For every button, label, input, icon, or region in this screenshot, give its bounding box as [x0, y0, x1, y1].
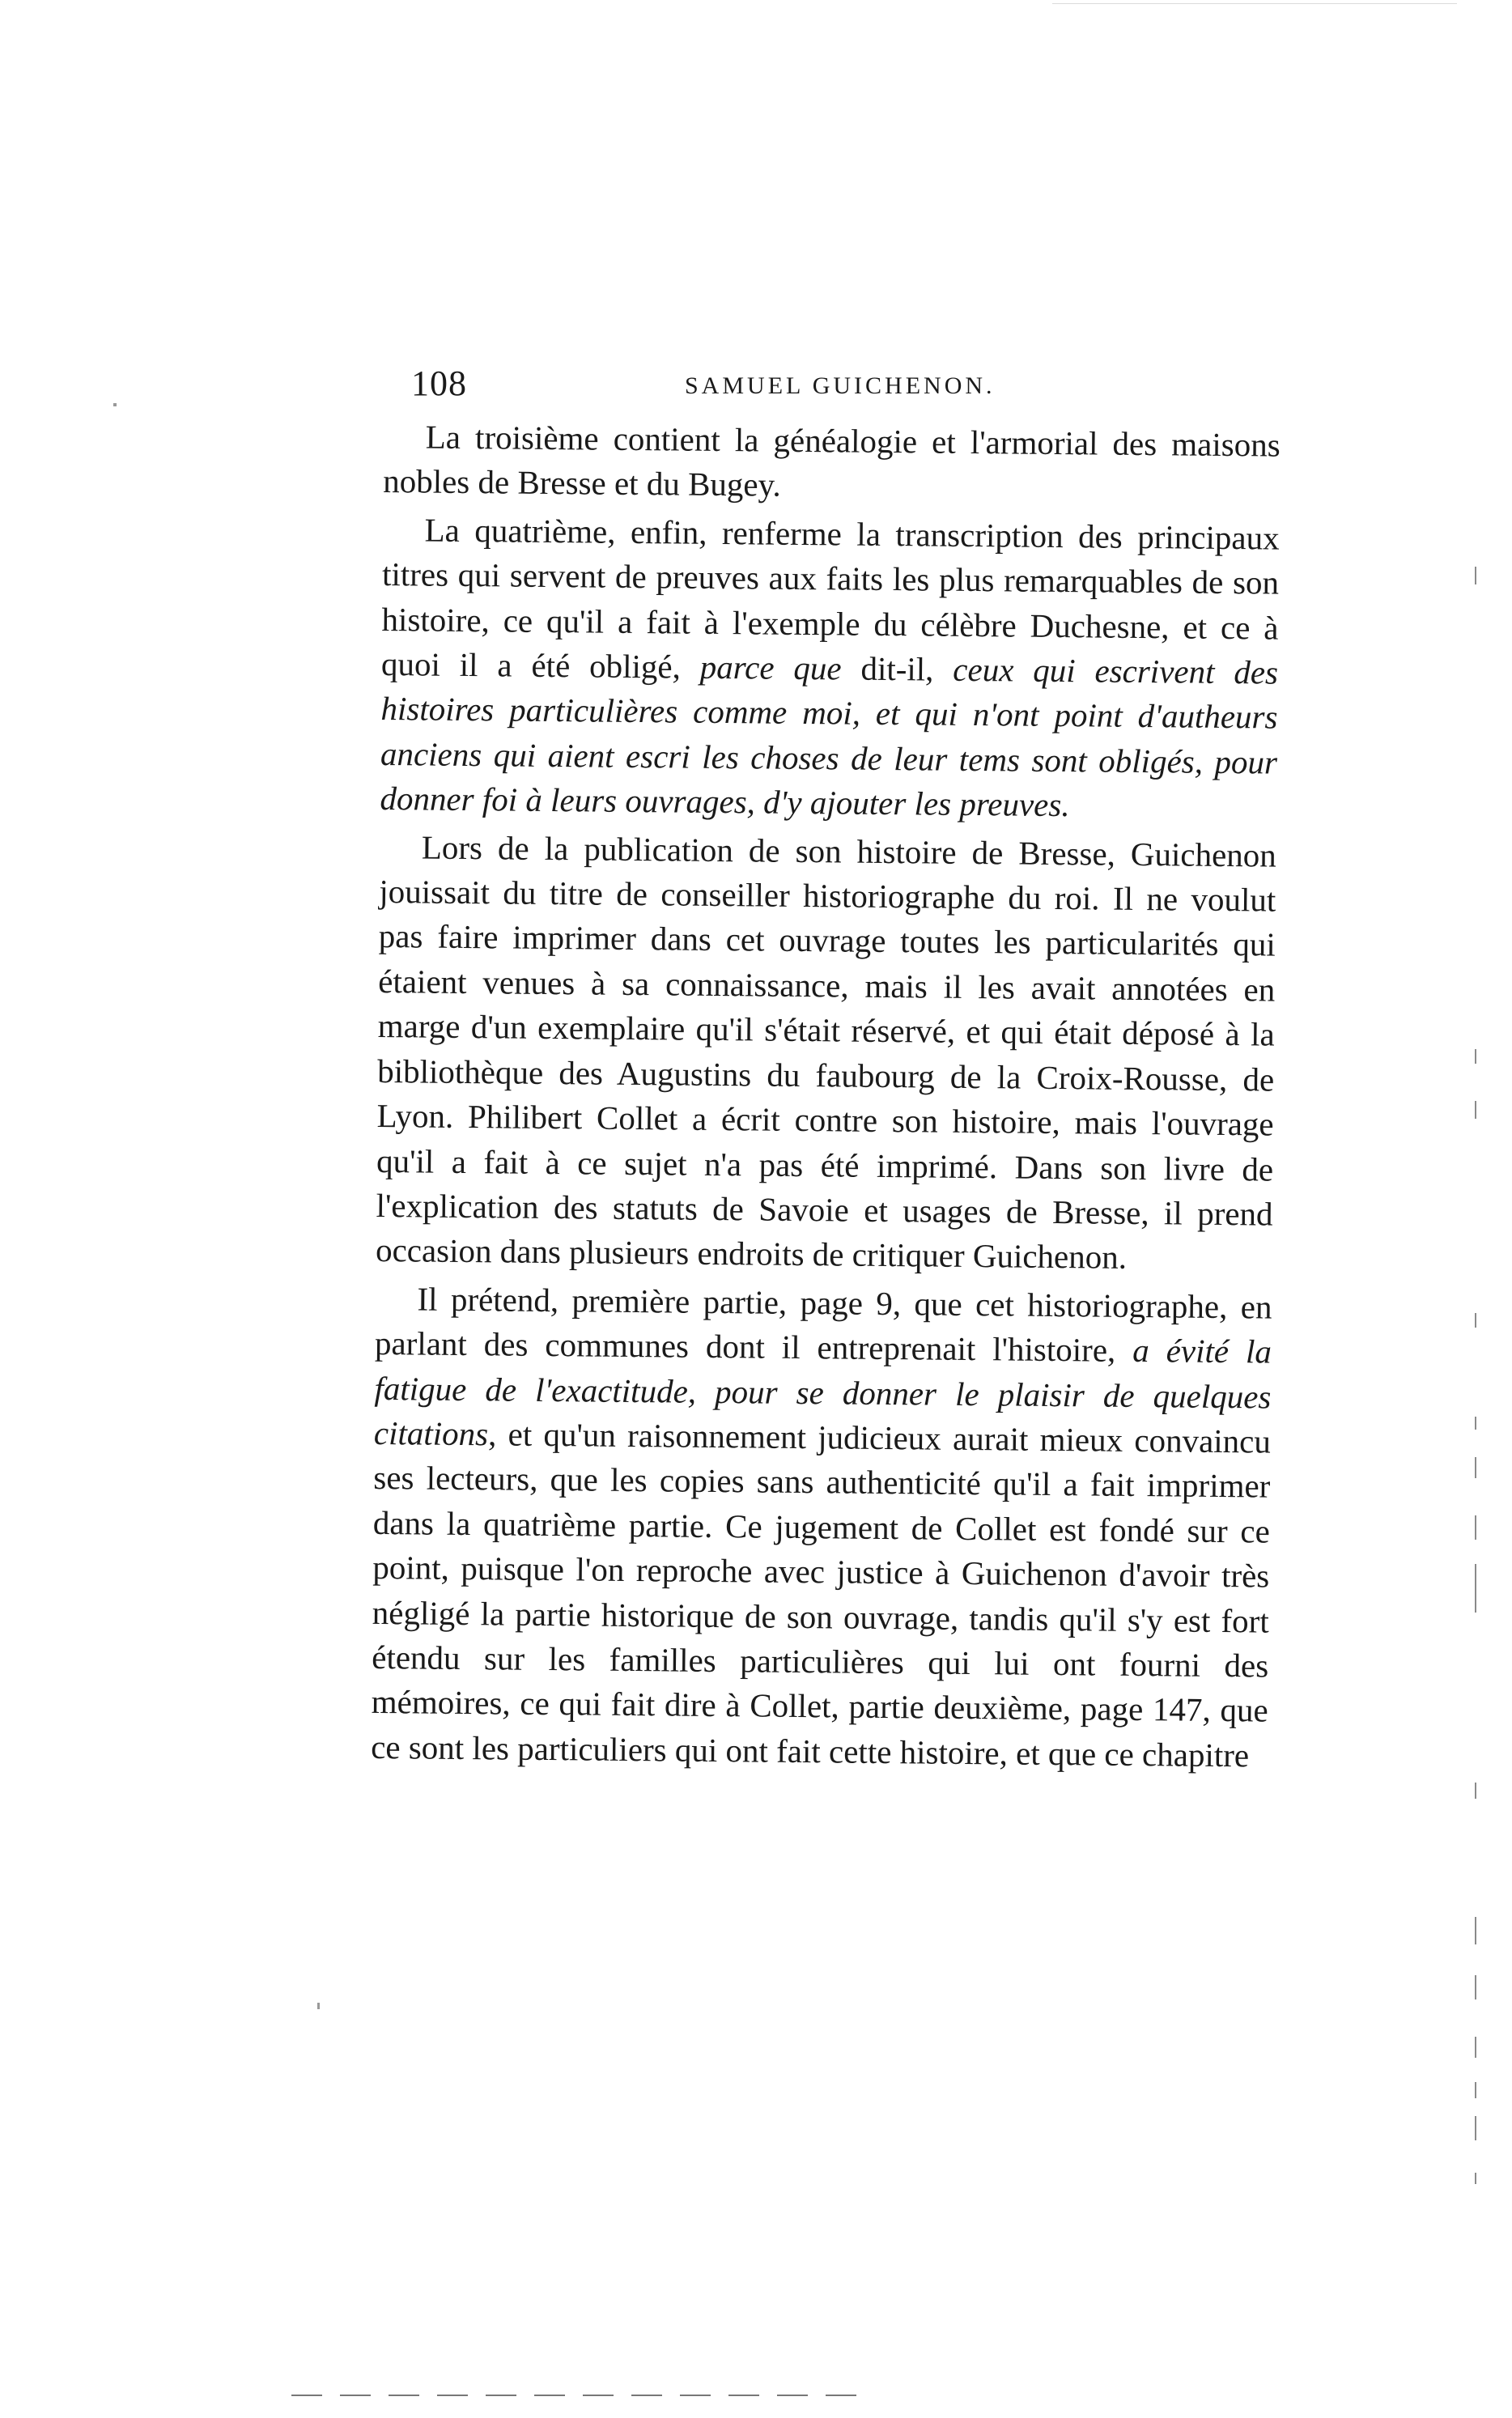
scan-speck	[1052, 3, 1457, 4]
text-run: La troisième contient la généalogie et l'armorial des maisons nobles de Bresse et du Bugey.	[382, 418, 1281, 504]
page-header	[411, 363, 1269, 411]
scan-mark	[1475, 2082, 1476, 2098]
scan-speck	[113, 403, 117, 406]
scan-mark	[1475, 1783, 1476, 1799]
scan-mark	[1475, 2116, 1476, 2140]
body-text	[371, 414, 1281, 1782]
scan-mark	[1475, 1457, 1476, 1478]
scan-mark	[1475, 567, 1476, 584]
text-run: Il prétend, première partie, page 9, que cet historiographe, en parlant des communes dont il entreprenait l'histoire,	[374, 1280, 1272, 1370]
paragraph	[383, 414, 1281, 512]
scan-mark	[1475, 2173, 1476, 2184]
page-number: 108	[411, 363, 467, 403]
scan-mark	[1475, 1049, 1476, 1064]
scan-margin-marks	[1475, 567, 1483, 2267]
scan-mark	[1475, 1917, 1476, 1944]
paragraph	[376, 825, 1276, 1282]
scan-mark	[1475, 1975, 1476, 1999]
scan-mark	[1475, 1564, 1476, 1613]
italic-run: ceux qui escrivent des histoires particulières comme moi, et qui n'ont point d'autheurs anciens qui aient escri les choses de leur tems sont obligés, pour donner foi à leurs ouvrages, d'y ajouter les preuves.	[380, 650, 1279, 824]
italic-run: a évité la fatigue de l'exactitude, pour se donner le plaisir de quelques citations	[373, 1332, 1272, 1453]
scan-mark	[1475, 1101, 1476, 1119]
scan-mark	[1475, 1313, 1476, 1328]
text-run: La quatrième, enfin, renferme la transcription des principaux titres qui servent de preuves aux faits les plus remarquables de son histoire, ce qu'il a fait à l'exemple du célèbre Duchesne, et ce à quoi il a été obligé,	[380, 511, 1280, 686]
scan-mark	[1475, 1417, 1476, 1430]
scan-mark	[1475, 2037, 1476, 2058]
paragraph	[380, 508, 1280, 830]
running-title: SAMUEL GUICHENON.	[685, 372, 996, 399]
paragraph	[371, 1277, 1272, 1778]
italic-run: parce que	[699, 648, 842, 687]
text-run: , et qu'un raisonnement judicieux aurait mieux convaincu ses lecteurs, que les copies sans authenticité qu'il a fait imprimer dans la quatrième partie. Ce jugement de Collet est fondé sur ce point, puisque l'on reproche avec justice à Guichenon d'avoir très négligé la partie historique de son ouvrage, tandis qu'il s'y est fort étendu sur les familles particulières qui lui ont fourni des mémoires, ce qui fait dire à Collet, partie deuxième, page 147, que ce sont les particuliers qui ont fait cette histoire, et que ce chapitre	[370, 1415, 1272, 1774]
scan-bottom-edge	[291, 2395, 874, 2396]
text-run: Lors de la publication de son histoire de Bresse, Guichenon jouissait du titre de conseiller historiographe du roi. Il ne voulut pas faire imprimer dans cet ouvrage toutes les particularités qui étaient venues à sa connaissance, mais il les avait annotées en marge d'un exemplaire qu'il s'était réservé, et qui était déposé à la bibliothèque des Augustins du faubourg de la Croix-Rousse, de Lyon. Philibert Collet a écrit contre son histoire, mais l'ouvrage qu'il a fait à ce sujet n'a pas été imprimé. Dans son livre de l'explication des statuts de Savoie et usages de Bresse, il prend occasion dans plusieurs endroits de critiquer Guichenon.	[375, 828, 1277, 1277]
scan-mark	[1475, 1515, 1476, 1540]
text-run: dit-il,	[841, 649, 953, 688]
scan-speck	[317, 2003, 320, 2009]
